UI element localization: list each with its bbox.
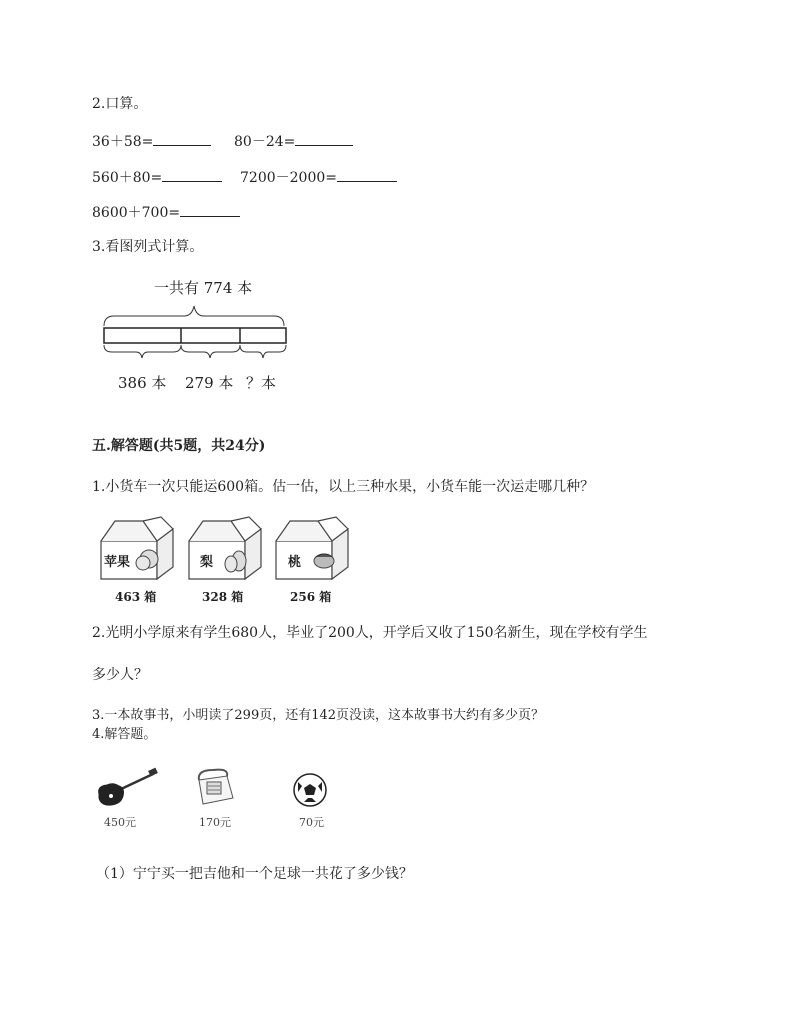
peach-box-icon [274,517,352,583]
question-4-sub1: （1）宁宁买一把吉他和一个足球一共花了多少钱？ [96,866,413,882]
question-2-line2: 多少人？ [92,667,148,683]
mental-math-item [92,131,211,151]
mental-math-title: 2.口算。 [92,96,148,112]
segment-bar-diagram [100,298,300,368]
fruit-box-count: 463 箱 [115,590,157,604]
fruit-box-name: 梨 [200,555,214,570]
fruit-box-name: 桃 [288,555,302,570]
fruit-box-name: 苹果 [104,555,131,570]
football-icon [292,772,328,808]
fruit-box-count: 256 箱 [290,590,332,604]
question-1-text: 1.小货车一次只能运600箱。估一估，以上三种水果，小货车能一次运走哪几种？ [92,479,595,495]
bottom-brace [240,345,286,358]
telephone-icon [193,768,237,808]
item-price: 170元 [199,816,231,829]
diagram-total-label: 一共有 774 本 [154,279,253,297]
bottom-brace [181,345,240,358]
answer-blank[interactable] [180,202,240,217]
segment-bar [104,328,286,343]
segment-label: 386 本 [118,374,167,392]
answer-blank[interactable] [337,167,397,182]
mental-math-expression: 560＋80= [92,170,163,186]
answer-blank[interactable] [295,131,353,146]
answer-blank[interactable] [162,167,222,182]
diagram-title: 3.看图列式计算。 [92,239,204,255]
item-price: 450元 [104,816,136,829]
apple-box-icon [99,517,177,583]
guitar-icon [95,768,159,808]
top-brace [104,306,284,326]
fruit-box-count: 328 箱 [202,590,244,604]
mental-math-item [234,131,353,151]
item-price: 70元 [299,816,324,829]
mental-math-item [92,202,240,222]
mental-math-item [92,167,222,187]
answer-blank[interactable] [153,131,211,146]
question-3-text: 3.一本故事书，小明读了299页，还有142页没读，这本故事书大约有多少页？ [92,708,545,723]
mental-math-item [240,167,397,187]
section-heading: 五.解答题(共5题，共24分) [92,438,266,454]
mental-math-expression: 8600＋700= [92,205,181,221]
segment-label: 279 本 [185,374,234,392]
bottom-brace [104,345,181,358]
question-2-line1: 2.光明小学原来有学生680人，毕业了200人，开学后又收了150名新生，现在学校有学生 [92,625,648,641]
mental-math-expression: 36＋58= [92,134,154,150]
question-4-title: 4.解答题。 [92,727,157,742]
segment-label: ？本 [246,374,277,392]
mental-math-expression: 80－24= [234,134,296,150]
mental-math-expression: 7200－2000= [240,170,337,186]
pear-box-icon [187,517,265,583]
